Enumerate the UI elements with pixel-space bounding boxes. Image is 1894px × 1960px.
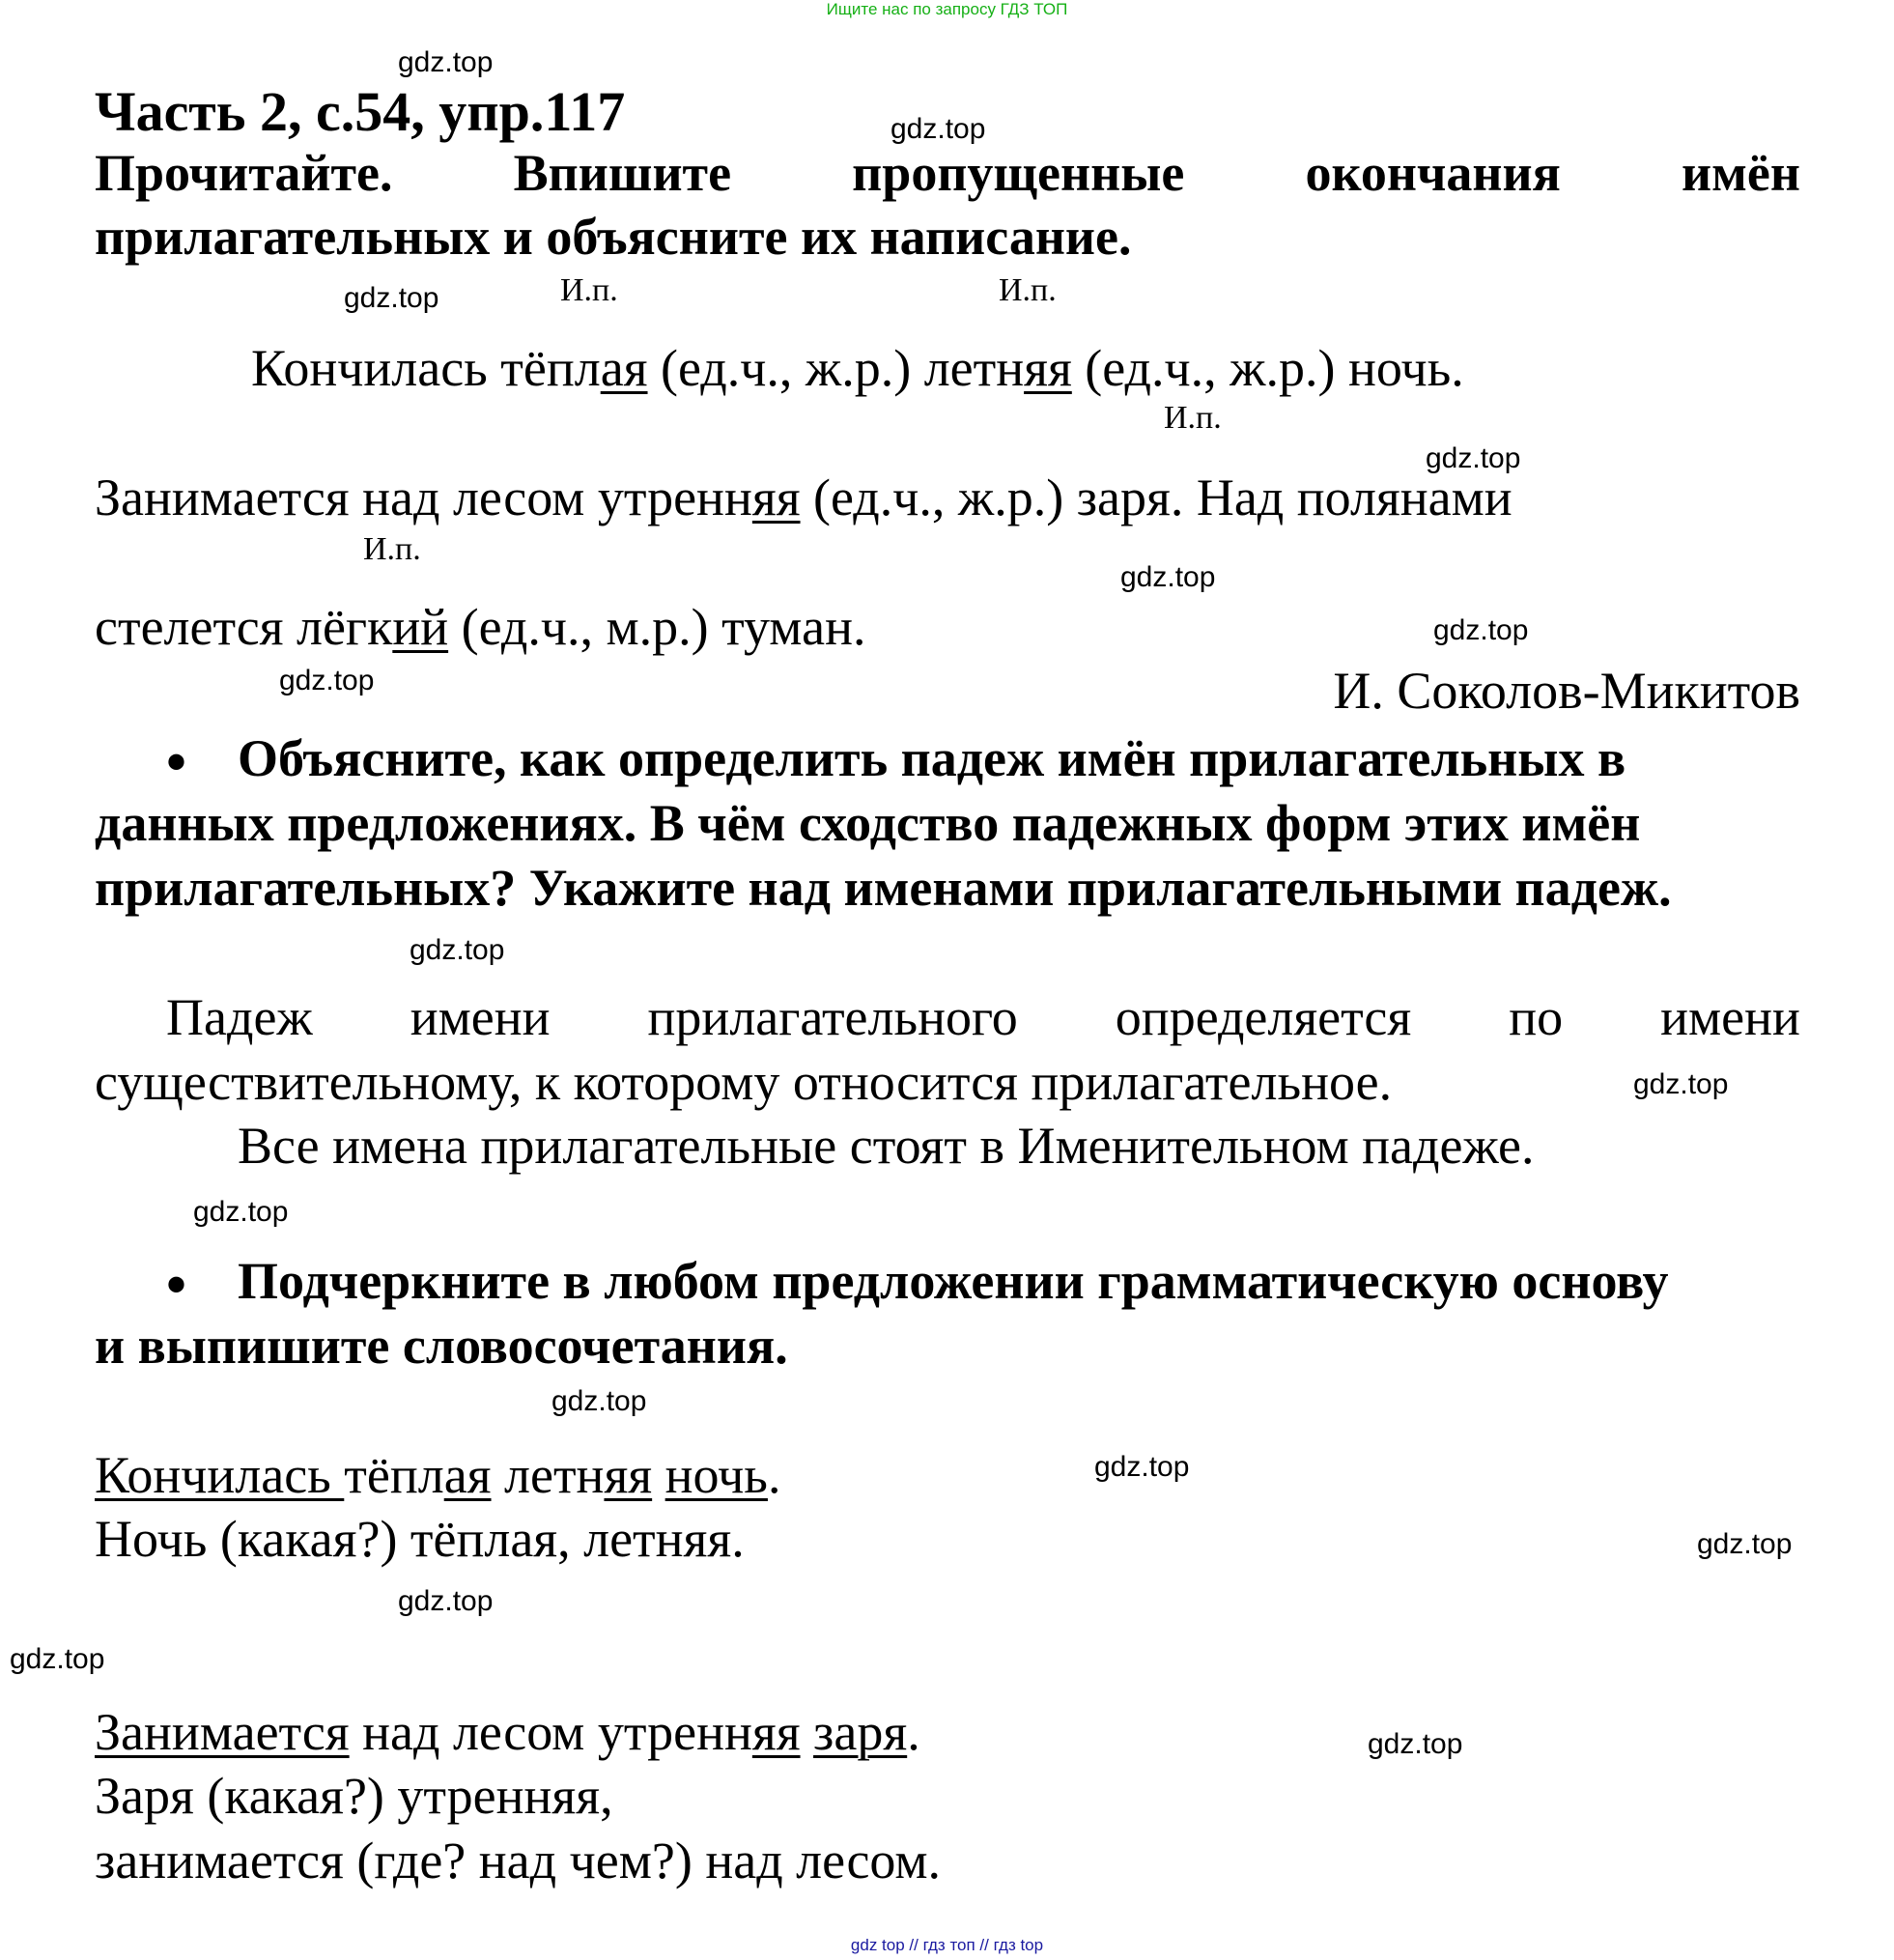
watermark: gdz.top [10,1643,105,1675]
sentence-2: Занимается над лесом утренняя заря. [95,1703,920,1761]
task1-line2: прилагательных и объясните их написание. [95,208,1132,266]
text-line-3: стелется лёгкий (ед.ч., м.р.) туман. [95,598,866,656]
task1-line1 [95,143,1800,203]
adjective-ending: яя [751,469,801,526]
watermark: gdz.top [1433,614,1529,646]
watermark: gdz.top [193,1196,289,1228]
watermark: gdz.top [1633,1068,1729,1100]
page-title: Часть 2, с.54, упр.117 [95,80,626,143]
task1-word: Впишите [513,144,732,202]
adjective-ending: яя [751,1703,801,1761]
adjective-ending: ий [392,598,449,656]
watermark: gdz.top [551,1385,647,1417]
text-line-2: Занимается над лесом утренняя (ед.ч., ж.р.) заря. Над полянами [95,469,1512,526]
subject: ночь [664,1446,768,1504]
task2-line2: данных предложениях. В чём сходство падежных форм этих имён [95,794,1641,852]
predicate: Кончилась [95,1446,345,1504]
watermark: gdz.top [279,665,375,696]
case-label: И.п. [1164,400,1222,436]
case-label: И.п. [560,272,618,308]
watermark: gdz.top [398,1585,494,1617]
phrase-2: Заря (какая?) утренняя, [95,1767,613,1825]
subject: заря [813,1703,908,1761]
task1-word: пропущенные [852,144,1185,202]
watermark: gdz.top [890,113,986,145]
phrase-3: занимается (где? над чем?) над лесом. [95,1832,942,1889]
predicate: Занимается [95,1703,350,1761]
bottom-banner: gdz top // гдз топ // гдз top [850,1936,1044,1954]
task1-word: окончания [1305,144,1561,202]
answer1-line1: Падеж имени прилагательного определяется по имени [166,988,1800,1046]
answer1-line3: Все имена прилагательные стоят в Именительном падеже. [238,1117,1535,1175]
author: И. Соколов-Микитов [1333,662,1800,720]
bullet: • [166,1253,187,1317]
task3-line1: Подчеркните в любом предложении грамматическую основу [238,1252,1669,1310]
watermark: gdz.top [1094,1451,1190,1483]
task2-line1: Объясните, как определить падеж имён прилагательных в [238,729,1626,787]
phrase-1: Ночь (какая?) тёплая, летняя. [95,1510,745,1568]
adjective-ending: яя [1024,339,1072,397]
case-label: И.п. [363,531,421,567]
watermark: gdz.top [1120,561,1216,593]
adjective-ending: ая [443,1446,492,1504]
bullet: • [166,730,187,794]
answer1-line2: существительному, к которому относится прилагательное. [95,1053,1393,1111]
text-line-1: Кончилась тёплая (ед.ч., ж.р.) летняя (ед.ч., ж.р.) ночь. [251,339,1464,397]
top-banner: Ищите нас по запросу ГДЗ ТОП [826,0,1068,18]
watermark: gdz.top [1697,1528,1793,1560]
watermark: gdz.top [1426,442,1521,474]
adjective-ending: яя [604,1446,653,1504]
watermark: gdz.top [1368,1728,1463,1760]
task2-line3: прилагательных? Укажите над именами прилагательными падеж. [95,859,1672,917]
task1-word: Прочитайте. [95,144,393,202]
watermark: gdz.top [410,934,505,966]
sentence-1: Кончилась тёплая летняя ночь. [95,1446,781,1504]
case-label: И.п. [999,272,1057,308]
watermark: gdz.top [344,282,439,314]
watermark: gdz.top [398,46,494,78]
adjective-ending: ая [600,339,648,397]
task1-word: имён [1681,144,1800,202]
task3-line2: и выпишите словосочетания. [95,1317,788,1375]
